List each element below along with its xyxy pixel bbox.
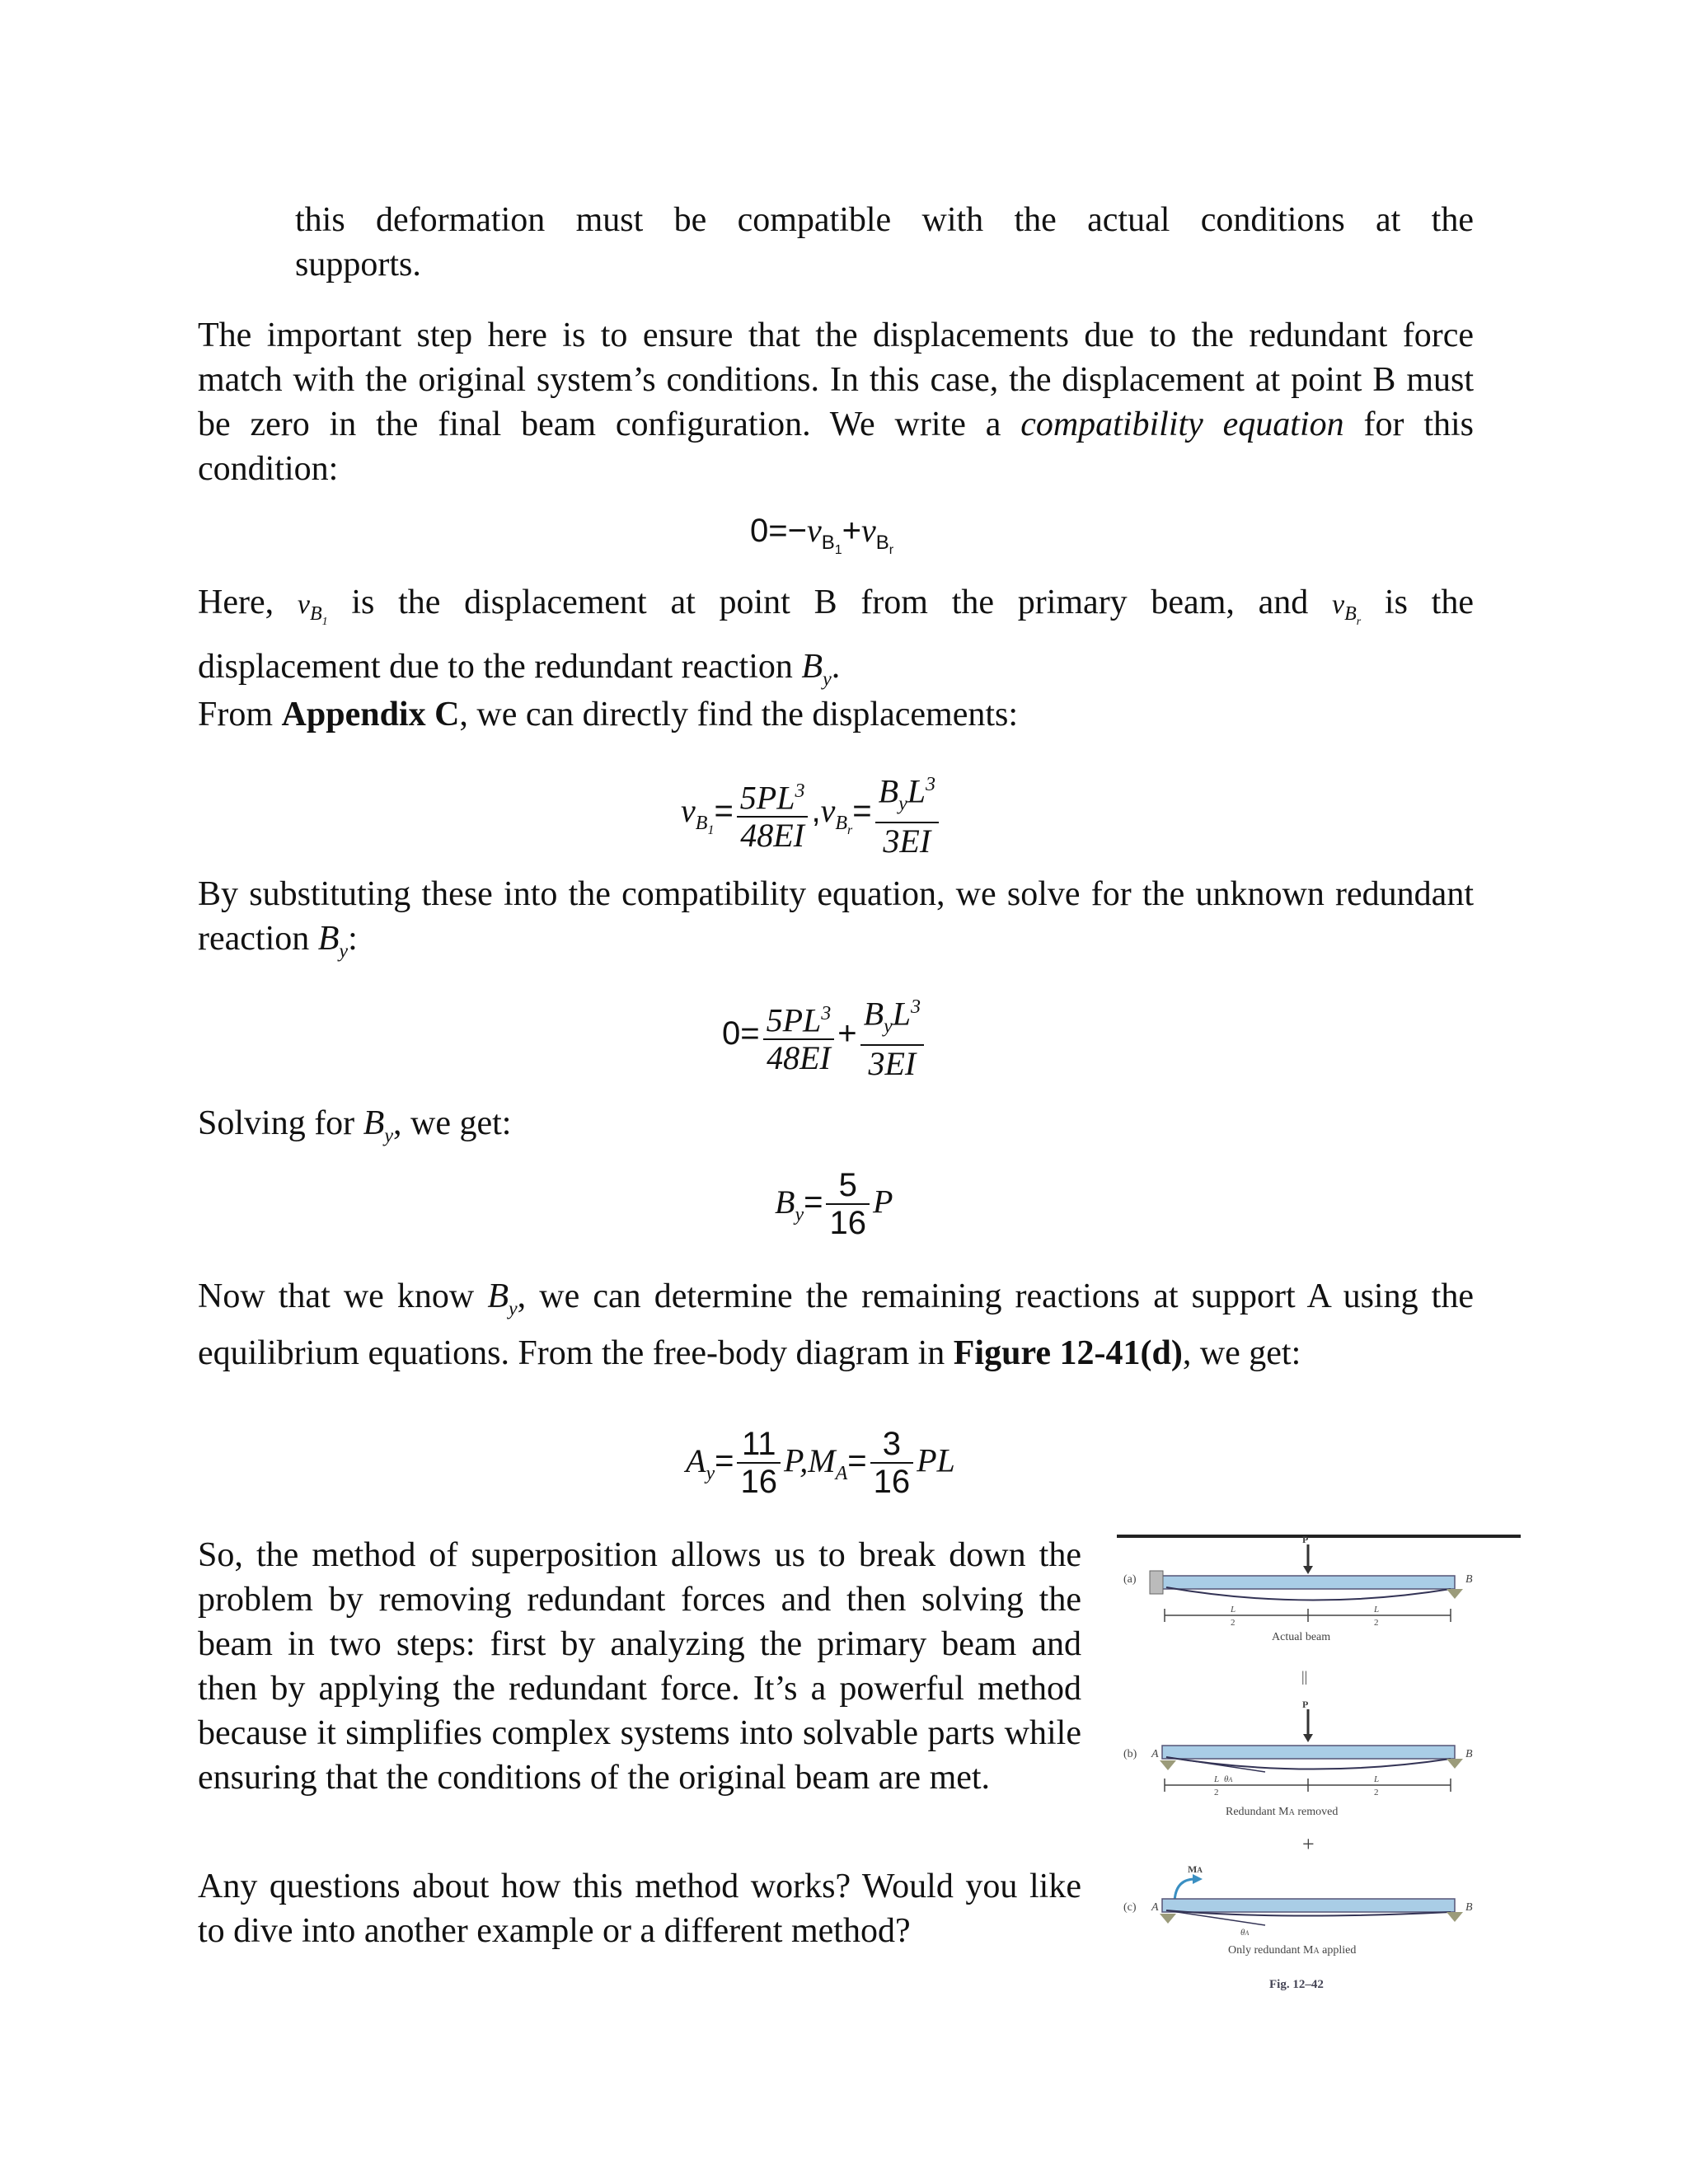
eq3-frac1: $\frac{5PL^3}{48EI}$ <box>763 996 835 1076</box>
paragraph-5 <box>198 872 1474 973</box>
eq4-frac: $\frac{5}{16}$ <box>826 1167 870 1241</box>
label-b-b: B <box>1465 1748 1473 1760</box>
eq1-v2: v <box>861 512 876 549</box>
pin-support-b <box>1160 1760 1176 1770</box>
paragraph-2 <box>198 313 1474 491</box>
label-c: (c) <box>1123 1901 1137 1914</box>
roller-support-a <box>1447 1589 1463 1599</box>
eq1-sub2s: r <box>889 542 894 557</box>
figure-number: Fig. 12–42 <box>1269 1978 1324 1991</box>
moment-label: MA <box>1188 1863 1203 1875</box>
p3-text-b: is the displacement at point B from the primary beam, and <box>327 583 1332 621</box>
caption-a: Actual beam <box>1272 1631 1331 1643</box>
by-result: $B_y=$ $\frac{5}{16}$ P <box>775 1167 893 1241</box>
p3-text-d: displacement due to the redundant reaction <box>198 647 802 686</box>
beam-b <box>1162 1746 1455 1759</box>
eq1-sub1s: 1 <box>834 542 842 557</box>
eq2-vb1: $v_{B_1}$ <box>681 792 715 838</box>
label-b: (b) <box>1123 1748 1137 1760</box>
p3-vbr: $v_{B_r}$ <box>1331 589 1362 628</box>
beam-figure <box>1117 1533 1521 2019</box>
caption-c: Only redundant MA applied <box>1228 1944 1357 1957</box>
eq5-frac2: $\frac{3}{16}$ <box>870 1426 914 1500</box>
roller-support-b <box>1447 1759 1463 1769</box>
caption-b: Redundant MA removed <box>1226 1806 1339 1818</box>
p1-line2: supports. <box>295 246 421 284</box>
compatibility-equation <box>750 511 893 558</box>
p3-text-a: Here, <box>198 583 298 621</box>
label-b-a: B <box>1465 1573 1473 1586</box>
figure-part-c <box>1123 1863 1473 1957</box>
span-2-b2: 2 <box>1374 1788 1379 1797</box>
eq1-lhs: 0=− <box>750 513 807 549</box>
eq2-vbr: $v_{B_r}$ <box>820 792 853 838</box>
p2-text-b: for this condition: <box>198 405 1475 488</box>
p5-by: $B_y$ <box>317 920 349 963</box>
paragraph-6: Solving for $B_y$, we get: <box>198 1104 512 1147</box>
eq1-sub1: B <box>821 532 835 554</box>
label-c-A: A <box>1151 1901 1159 1914</box>
p2-text-a: The important step here is to ensure that the displacements due to the redundant force match with the original system’s conditions. In this case, the displacement at point B must be zero in the final beam configuration. We write a <box>198 316 1474 443</box>
p3-text-c: is the <box>1361 583 1474 621</box>
substituted-equation: 0= $\frac{5PL^3}{48EI}$ + $\frac{B_yL^3}{3EI}$ <box>722 989 927 1082</box>
displacement-equations: $v_{B_1}=$ $\frac{5PL^3}{48EI}$ $,v_{B_r}=$ $\frac{B_yL^3}{3EI}$ <box>681 766 942 860</box>
p3-text-e: . <box>831 647 841 686</box>
eq2-frac1: $\frac{5PL^3}{48EI}$ <box>737 773 809 854</box>
span-2-a1: 2 <box>1231 1618 1236 1628</box>
label-a: (a) <box>1123 1573 1137 1586</box>
roller-support-c <box>1447 1912 1463 1922</box>
p2-emphasis: compatibility equation <box>1020 405 1344 443</box>
load-p-a: P <box>1302 1534 1309 1545</box>
paragraph-8: So, the method of superposition allows us to break down the problem by removing redundant forces and then solving the beam in two steps: first by analyzing the primary beam and then by applying the redundant force. It’s a powerful method because it simplifies complex systems into solvable parts while ensuring that the conditions of the original beam are met. <box>198 1536 1081 1797</box>
beam-c <box>1162 1899 1455 1912</box>
p3-by: $B_y$ <box>801 647 832 690</box>
p7-by: $B_y$ <box>487 1277 518 1320</box>
span-2-a2: 2 <box>1374 1618 1379 1628</box>
equals-sign: || <box>1301 1668 1308 1685</box>
p4-text-b: , we can directly find the displacements: <box>459 696 1019 733</box>
p7-bold: Figure 12-41(d) <box>953 1334 1183 1373</box>
span-2-b1: 2 <box>1214 1788 1219 1797</box>
paragraph-3 <box>198 580 1474 701</box>
eq1-plus: + <box>842 513 862 549</box>
eq1-sub2: B <box>875 532 889 554</box>
span-l-a1: L <box>1231 1605 1236 1615</box>
eq3-frac2: $\frac{B_yL^3}{3EI}$ <box>860 989 924 1082</box>
paragraph-1 <box>295 198 1474 287</box>
eq5-frac1: $\frac{11}{16}$ <box>737 1426 781 1500</box>
p1-line1: this deformation must be compatible with the actual conditions at the <box>295 201 1474 239</box>
eq2-frac2: $\frac{B_yL^3}{3EI}$ <box>875 766 939 860</box>
reactions-equation: $A_y=$ $\frac{11}{16}$ $P,M_A=$ $\frac{3}{16}$ PL <box>686 1426 955 1500</box>
paragraph-7: Now that we know $B_y$, we can determine the remaining reactions at support A using the equilibrium equations. From the free-body diagram in Figure 12-41(d), we get: <box>198 1277 1474 1373</box>
p3-vb1: $v_{B_1}$ <box>297 589 328 628</box>
eq1-v1: v <box>806 512 822 549</box>
span-l-b2: L <box>1374 1774 1380 1784</box>
label-b-c: B <box>1465 1901 1473 1914</box>
p5-text-a: By substituting these into the compatibility equation, we solve for the unknown redundant reaction <box>198 875 1474 958</box>
p4-bold: Appendix C <box>281 696 460 733</box>
p5-text-b: : <box>348 920 358 958</box>
span-l-a2: L <box>1374 1605 1380 1615</box>
paragraph-4 <box>198 692 1474 737</box>
p6-by: $B_y$ <box>363 1104 393 1147</box>
span-l-b1: L <box>1214 1774 1220 1784</box>
load-p-b: P <box>1302 1699 1309 1710</box>
p3-line1 <box>198 580 1474 644</box>
label-b-A: A <box>1151 1748 1159 1760</box>
paragraph-9: Any questions about how this method works? Would you like to dive into another example or a different method? <box>198 1868 1081 1950</box>
beam-a <box>1162 1576 1455 1589</box>
plus-sign: + <box>1302 1832 1315 1856</box>
figure-part-a <box>1123 1534 1473 1643</box>
theta-c: θA <box>1240 1928 1250 1938</box>
fixed-support-a <box>1150 1571 1163 1594</box>
figure-part-b <box>1123 1699 1473 1818</box>
theta-b: θA <box>1224 1774 1233 1784</box>
pin-support-c <box>1160 1914 1176 1924</box>
p4-text-a: From <box>198 696 282 733</box>
